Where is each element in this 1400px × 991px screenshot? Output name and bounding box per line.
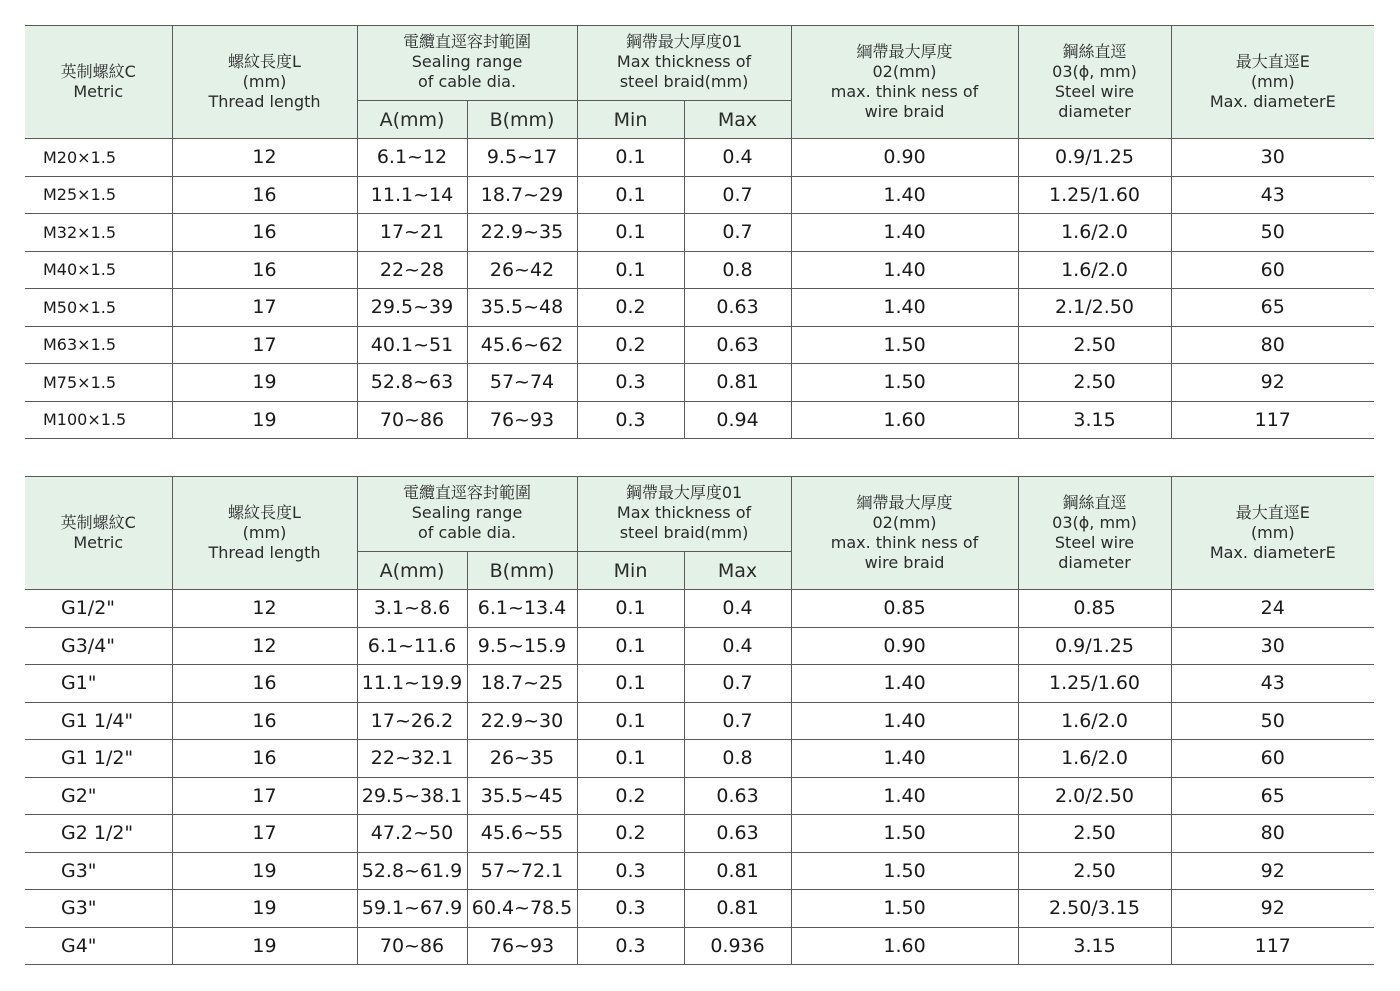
header-line: Steel wire xyxy=(1054,82,1135,101)
cell-sealing-b: 9.5~17 xyxy=(467,139,577,177)
cell-sealing-b: 35.5~45 xyxy=(467,777,577,815)
header-line: of cable dia. xyxy=(417,72,517,91)
cell-braid-max: 0.63 xyxy=(684,777,791,815)
cell-sealing-a: 47.2~50 xyxy=(357,815,467,853)
header-line: (mm) xyxy=(1250,523,1295,542)
cell-wire-braid: 1.40 xyxy=(791,251,1018,289)
cell-braid-max: 0.4 xyxy=(684,627,791,665)
cell-thread-size: G3" xyxy=(25,890,172,928)
header-steel-braid-thickness xyxy=(577,26,791,101)
cell-braid-max: 0.8 xyxy=(684,251,791,289)
cell-thread-size: M32×1.5 xyxy=(25,214,172,252)
cell-thread-size: M75×1.5 xyxy=(25,364,172,402)
cell-thread-size: M20×1.5 xyxy=(25,139,172,177)
cell-sealing-a: 6.1~12 xyxy=(357,139,467,177)
cell-steel-wire: 0.9/1.25 xyxy=(1018,627,1171,665)
cell-braid-max: 0.936 xyxy=(684,927,791,965)
cell-braid-min: 0.1 xyxy=(577,702,684,740)
cell-steel-wire: 1.6/2.0 xyxy=(1018,740,1171,778)
cell-braid-max: 0.81 xyxy=(684,890,791,928)
cell-steel-wire: 2.50/3.15 xyxy=(1018,890,1171,928)
cell-sealing-a: 29.5~38.1 xyxy=(357,777,467,815)
cell-braid-min: 0.2 xyxy=(577,777,684,815)
header-sealing-b: B(mm) xyxy=(467,552,577,590)
cell-thread-size: M40×1.5 xyxy=(25,251,172,289)
cell-max-diameter: 60 xyxy=(1171,740,1374,778)
cell-max-diameter: 43 xyxy=(1171,176,1374,214)
cell-max-diameter: 80 xyxy=(1171,326,1374,364)
table-row xyxy=(25,665,1374,703)
header-line: 鋼絲直逕 xyxy=(1062,42,1127,61)
cell-braid-min: 0.1 xyxy=(577,251,684,289)
cell-sealing-a: 52.8~63 xyxy=(357,364,467,402)
cell-sealing-a: 70~86 xyxy=(357,927,467,965)
cell-steel-wire: 3.15 xyxy=(1018,401,1171,439)
header-sealing-a: A(mm) xyxy=(357,101,467,139)
cell-sealing-b: 9.5~15.9 xyxy=(467,627,577,665)
cell-wire-braid: 1.40 xyxy=(791,289,1018,327)
cell-wire-braid: 0.85 xyxy=(791,590,1018,628)
header-steel-wire-diameter xyxy=(1018,477,1171,590)
cell-max-diameter: 117 xyxy=(1171,927,1374,965)
cell-thread-length: 16 xyxy=(172,251,357,289)
cell-braid-max: 0.8 xyxy=(684,740,791,778)
cell-braid-min: 0.2 xyxy=(577,289,684,327)
header-line: 鋼帶最大厚度01 xyxy=(625,483,743,502)
header-line: 鋼帶最大厚度01 xyxy=(625,32,743,51)
cell-wire-braid: 1.40 xyxy=(791,777,1018,815)
header-steel-braid-thickness xyxy=(577,477,791,552)
cell-wire-braid: 1.50 xyxy=(791,852,1018,890)
header-thread xyxy=(25,477,172,590)
header-line: 03(ϕ, mm) xyxy=(1052,513,1137,532)
table-row xyxy=(25,214,1374,252)
table-row xyxy=(25,139,1374,177)
header-thread-length xyxy=(172,477,357,590)
header-line: diameter xyxy=(1058,102,1131,121)
cell-thread-length: 17 xyxy=(172,815,357,853)
cell-max-diameter: 30 xyxy=(1171,139,1374,177)
cell-max-diameter: 92 xyxy=(1171,364,1374,402)
cell-steel-wire: 2.50 xyxy=(1018,364,1171,402)
table-row xyxy=(25,852,1374,890)
header-line: 綱帶最大厚度 xyxy=(856,42,953,61)
cell-braid-min: 0.1 xyxy=(577,139,684,177)
cell-thread-length: 16 xyxy=(172,702,357,740)
cell-thread-length: 12 xyxy=(172,590,357,628)
cell-braid-min: 0.3 xyxy=(577,890,684,928)
cell-braid-min: 0.2 xyxy=(577,815,684,853)
cell-thread-length: 19 xyxy=(172,890,357,928)
metric-thread-spec-table xyxy=(25,25,1374,439)
cell-sealing-b: 76~93 xyxy=(467,927,577,965)
cell-steel-wire: 1.25/1.60 xyxy=(1018,665,1171,703)
cell-sealing-b: 26~35 xyxy=(467,740,577,778)
cell-sealing-a: 3.1~8.6 xyxy=(357,590,467,628)
header-line: 電纜直逕容封範圍 xyxy=(403,32,532,51)
cell-thread-size: G1 1/2" xyxy=(25,740,172,778)
cell-sealing-b: 57~74 xyxy=(467,364,577,402)
header-line: 英制螺紋C xyxy=(60,513,136,532)
metric-table-body xyxy=(25,139,1374,439)
g-table-body xyxy=(25,590,1374,965)
table-row xyxy=(25,627,1374,665)
table-row xyxy=(25,590,1374,628)
cell-steel-wire: 2.50 xyxy=(1018,815,1171,853)
table-row xyxy=(25,702,1374,740)
cell-wire-braid: 1.40 xyxy=(791,214,1018,252)
header-line: 02(mm) xyxy=(872,513,937,532)
cell-braid-min: 0.1 xyxy=(577,176,684,214)
cell-thread-size: G1/2" xyxy=(25,590,172,628)
cell-sealing-b: 45.6~55 xyxy=(467,815,577,853)
cell-sealing-b: 26~42 xyxy=(467,251,577,289)
cell-braid-max: 0.63 xyxy=(684,815,791,853)
header-line: 最大直逕E xyxy=(1235,52,1310,71)
cell-sealing-a: 6.1~11.6 xyxy=(357,627,467,665)
cell-sealing-b: 18.7~29 xyxy=(467,176,577,214)
header-line: Max. diameterE xyxy=(1209,92,1336,111)
table-row xyxy=(25,251,1374,289)
cell-steel-wire: 1.6/2.0 xyxy=(1018,702,1171,740)
cell-braid-min: 0.2 xyxy=(577,326,684,364)
cell-thread-length: 16 xyxy=(172,740,357,778)
cell-braid-max: 0.4 xyxy=(684,590,791,628)
cell-sealing-a: 40.1~51 xyxy=(357,326,467,364)
cell-sealing-b: 45.6~62 xyxy=(467,326,577,364)
cell-braid-min: 0.1 xyxy=(577,627,684,665)
table-row xyxy=(25,176,1374,214)
cell-braid-min: 0.3 xyxy=(577,401,684,439)
cell-braid-min: 0.1 xyxy=(577,590,684,628)
cell-thread-length: 19 xyxy=(172,364,357,402)
cell-thread-length: 19 xyxy=(172,852,357,890)
header-line: (mm) xyxy=(242,72,287,91)
cell-wire-braid: 0.90 xyxy=(791,139,1018,177)
cell-wire-braid: 1.60 xyxy=(791,401,1018,439)
header-line: of cable dia. xyxy=(417,523,517,542)
cell-thread-size: G1 1/4" xyxy=(25,702,172,740)
cell-sealing-a: 29.5~39 xyxy=(357,289,467,327)
header-thread-length xyxy=(172,26,357,139)
cell-braid-max: 0.81 xyxy=(684,852,791,890)
header-line: Max thickness of xyxy=(616,503,752,522)
cell-thread-size: G3" xyxy=(25,852,172,890)
table-row xyxy=(25,927,1374,965)
cell-thread-length: 16 xyxy=(172,176,357,214)
header-wire-braid-thickness xyxy=(791,477,1018,590)
table-row xyxy=(25,890,1374,928)
header-thread xyxy=(25,26,172,139)
cell-sealing-a: 22~32.1 xyxy=(357,740,467,778)
g-thread-spec-table xyxy=(25,476,1374,965)
header-max: Max xyxy=(684,552,791,590)
header-wire-braid-thickness xyxy=(791,26,1018,139)
table-row xyxy=(25,815,1374,853)
cell-steel-wire: 1.6/2.0 xyxy=(1018,214,1171,252)
cell-max-diameter: 60 xyxy=(1171,251,1374,289)
header-line: Thread length xyxy=(208,543,321,562)
cell-sealing-b: 6.1~13.4 xyxy=(467,590,577,628)
header-line: 電纜直逕容封範圍 xyxy=(403,483,532,502)
header-line: Metric xyxy=(73,533,124,552)
header-line: 03(ϕ, mm) xyxy=(1052,62,1137,81)
table-row xyxy=(25,326,1374,364)
cell-steel-wire: 0.85 xyxy=(1018,590,1171,628)
header-max: Max xyxy=(684,101,791,139)
cell-max-diameter: 50 xyxy=(1171,702,1374,740)
table-row xyxy=(25,740,1374,778)
header-line: Sealing range xyxy=(411,503,523,522)
cell-braid-min: 0.3 xyxy=(577,927,684,965)
cell-thread-size: M100×1.5 xyxy=(25,401,172,439)
cell-braid-max: 0.7 xyxy=(684,702,791,740)
cell-steel-wire: 0.9/1.25 xyxy=(1018,139,1171,177)
header-line: (mm) xyxy=(242,523,287,542)
cell-thread-size: M50×1.5 xyxy=(25,289,172,327)
cell-sealing-a: 70~86 xyxy=(357,401,467,439)
header-line: Max thickness of xyxy=(616,52,752,71)
cell-max-diameter: 30 xyxy=(1171,627,1374,665)
cell-sealing-a: 11.1~14 xyxy=(357,176,467,214)
header-sealing-a: A(mm) xyxy=(357,552,467,590)
cell-wire-braid: 1.40 xyxy=(791,665,1018,703)
header-line: Metric xyxy=(73,82,124,101)
header-line: 螺紋長度L xyxy=(228,52,301,71)
cell-sealing-a: 59.1~67.9 xyxy=(357,890,467,928)
cell-steel-wire: 2.0/2.50 xyxy=(1018,777,1171,815)
header-min: Min xyxy=(577,101,684,139)
cell-max-diameter: 65 xyxy=(1171,289,1374,327)
cell-sealing-a: 11.1~19.9 xyxy=(357,665,467,703)
cell-thread-size: G2 1/2" xyxy=(25,815,172,853)
header-max-diameter xyxy=(1171,26,1374,139)
cell-braid-min: 0.3 xyxy=(577,364,684,402)
cell-braid-max: 0.63 xyxy=(684,289,791,327)
cell-braid-min: 0.3 xyxy=(577,852,684,890)
cell-max-diameter: 65 xyxy=(1171,777,1374,815)
cell-thread-size: G2" xyxy=(25,777,172,815)
header-line: Thread length xyxy=(208,92,321,111)
cell-steel-wire: 2.50 xyxy=(1018,852,1171,890)
cell-thread-length: 12 xyxy=(172,627,357,665)
cell-thread-length: 17 xyxy=(172,777,357,815)
cell-thread-size: M63×1.5 xyxy=(25,326,172,364)
header-steel-wire-diameter xyxy=(1018,26,1171,139)
cell-sealing-a: 17~21 xyxy=(357,214,467,252)
cell-max-diameter: 92 xyxy=(1171,852,1374,890)
cell-sealing-a: 52.8~61.9 xyxy=(357,852,467,890)
header-line: 02(mm) xyxy=(872,62,937,81)
cell-sealing-b: 60.4~78.5 xyxy=(467,890,577,928)
cell-max-diameter: 117 xyxy=(1171,401,1374,439)
cell-thread-length: 19 xyxy=(172,401,357,439)
header-line: 英制螺紋C xyxy=(60,62,136,81)
header-line: 螺紋長度L xyxy=(228,503,301,522)
cell-wire-braid: 1.50 xyxy=(791,890,1018,928)
header-line: max. think ness of xyxy=(830,82,979,101)
header-line: Steel wire xyxy=(1054,533,1135,552)
cell-braid-min: 0.1 xyxy=(577,214,684,252)
cell-wire-braid: 1.50 xyxy=(791,364,1018,402)
cell-thread-length: 19 xyxy=(172,927,357,965)
cell-sealing-b: 22.9~35 xyxy=(467,214,577,252)
header-line: (mm) xyxy=(1250,72,1295,91)
cell-braid-max: 0.7 xyxy=(684,214,791,252)
cell-braid-max: 0.7 xyxy=(684,665,791,703)
cell-wire-braid: 1.60 xyxy=(791,927,1018,965)
header-line: steel braid(mm) xyxy=(619,72,749,91)
header-min: Min xyxy=(577,552,684,590)
cell-max-diameter: 80 xyxy=(1171,815,1374,853)
header-line: wire braid xyxy=(864,553,945,572)
cell-sealing-a: 22~28 xyxy=(357,251,467,289)
cell-thread-length: 16 xyxy=(172,214,357,252)
header-max-diameter xyxy=(1171,477,1374,590)
cell-steel-wire: 3.15 xyxy=(1018,927,1171,965)
cell-braid-max: 0.81 xyxy=(684,364,791,402)
cell-steel-wire: 2.1/2.50 xyxy=(1018,289,1171,327)
cell-thread-size: G3/4" xyxy=(25,627,172,665)
cell-max-diameter: 24 xyxy=(1171,590,1374,628)
cell-sealing-b: 76~93 xyxy=(467,401,577,439)
cell-braid-min: 0.1 xyxy=(577,665,684,703)
cell-braid-max: 0.7 xyxy=(684,176,791,214)
table-row xyxy=(25,289,1374,327)
cell-thread-length: 17 xyxy=(172,326,357,364)
cell-max-diameter: 50 xyxy=(1171,214,1374,252)
header-line: steel braid(mm) xyxy=(619,523,749,542)
header-line: Max. diameterE xyxy=(1209,543,1336,562)
cell-wire-braid: 0.90 xyxy=(791,627,1018,665)
cell-sealing-b: 35.5~48 xyxy=(467,289,577,327)
cell-steel-wire: 1.25/1.60 xyxy=(1018,176,1171,214)
cell-sealing-a: 17~26.2 xyxy=(357,702,467,740)
cell-wire-braid: 1.50 xyxy=(791,815,1018,853)
cell-thread-size: G1" xyxy=(25,665,172,703)
cell-steel-wire: 2.50 xyxy=(1018,326,1171,364)
cell-wire-braid: 1.40 xyxy=(791,176,1018,214)
cell-wire-braid: 1.40 xyxy=(791,740,1018,778)
header-line: 綱帶最大厚度 xyxy=(856,493,953,512)
header-sealing-b: B(mm) xyxy=(467,101,577,139)
cell-thread-size: G4" xyxy=(25,927,172,965)
cell-max-diameter: 43 xyxy=(1171,665,1374,703)
cell-wire-braid: 1.40 xyxy=(791,702,1018,740)
cell-braid-max: 0.4 xyxy=(684,139,791,177)
table-row xyxy=(25,401,1374,439)
table-row xyxy=(25,777,1374,815)
header-line: 最大直逕E xyxy=(1235,503,1310,522)
header-line: max. think ness of xyxy=(830,533,979,552)
cell-thread-length: 16 xyxy=(172,665,357,703)
cell-braid-max: 0.63 xyxy=(684,326,791,364)
cell-thread-length: 17 xyxy=(172,289,357,327)
cell-thread-length: 12 xyxy=(172,139,357,177)
header-line: diameter xyxy=(1058,553,1131,572)
header-line: 鋼絲直逕 xyxy=(1062,493,1127,512)
header-line: wire braid xyxy=(864,102,945,121)
header-sealing-range xyxy=(357,26,577,101)
header-sealing-range xyxy=(357,477,577,552)
header-line: Sealing range xyxy=(411,52,523,71)
cell-sealing-b: 18.7~25 xyxy=(467,665,577,703)
cell-steel-wire: 1.6/2.0 xyxy=(1018,251,1171,289)
cell-braid-min: 0.1 xyxy=(577,740,684,778)
cell-sealing-b: 22.9~30 xyxy=(467,702,577,740)
table-row xyxy=(25,364,1374,402)
cell-thread-size: M25×1.5 xyxy=(25,176,172,214)
cell-wire-braid: 1.50 xyxy=(791,326,1018,364)
cell-braid-max: 0.94 xyxy=(684,401,791,439)
cell-sealing-b: 57~72.1 xyxy=(467,852,577,890)
cell-max-diameter: 92 xyxy=(1171,890,1374,928)
